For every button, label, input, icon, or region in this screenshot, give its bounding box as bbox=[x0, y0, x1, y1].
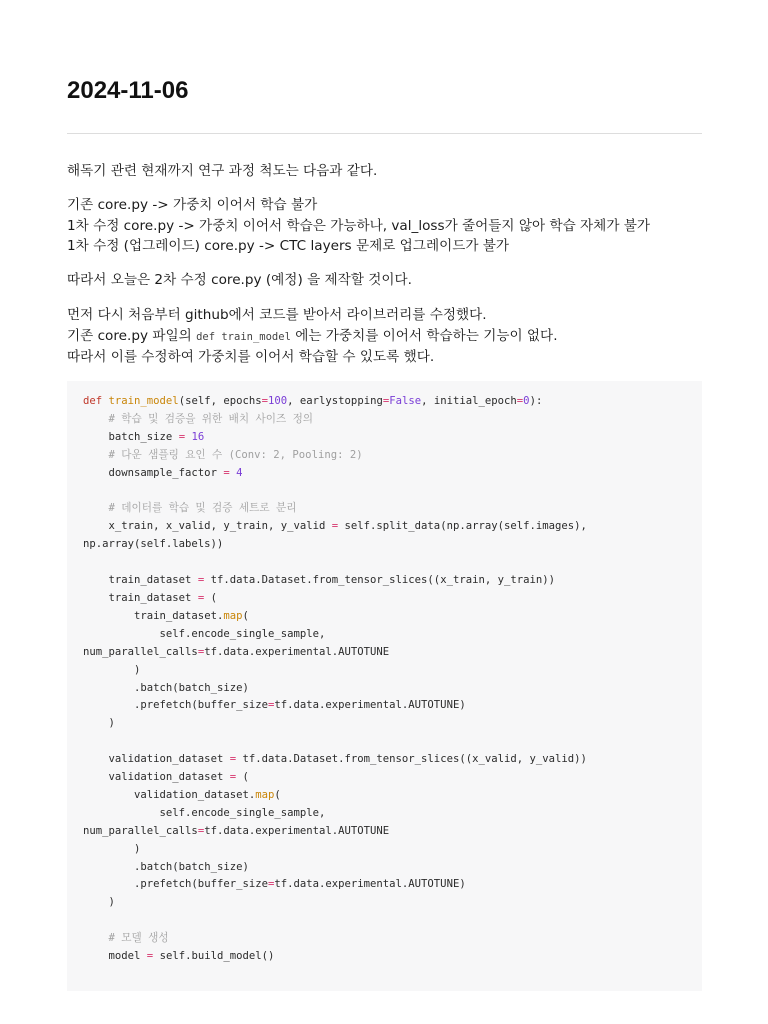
status-line-3: 1차 수정 (업그레이드) core.py -> CTC layers 문제로 업그레이드가 불가 bbox=[67, 238, 510, 254]
status-line-2: 1차 수정 core.py -> 가중치 이어서 학습은 가능하나, val_loss가 줄어들지 않아 학습 자체가 불가 bbox=[67, 217, 651, 234]
plan-text: 따라서 오늘은 2차 수정 core.py (예정) 을 제작할 것이다. bbox=[67, 272, 412, 288]
code-l25-b: tf.data.experimental.AUTOTUNE bbox=[204, 824, 390, 837]
code-bool: False bbox=[389, 395, 422, 407]
code-op: = bbox=[229, 771, 237, 784]
code-l01-e: , initial_epoch bbox=[421, 395, 517, 407]
code-content bbox=[67, 381, 702, 966]
code-l23-b: ( bbox=[274, 788, 281, 801]
explain-line-3: 따라서 이를 수정하여 가중치를 이어서 학습할 수 있도록 했다. bbox=[67, 349, 435, 365]
code-l21-a: validation_dataset bbox=[108, 753, 230, 766]
code-l25-a: num_parallel_calls bbox=[83, 824, 198, 837]
code-l23-a: validation_dataset. bbox=[134, 788, 256, 801]
code-op: = bbox=[197, 591, 205, 604]
code-l03-a: batch_size bbox=[108, 430, 179, 443]
code-keyword-def: def bbox=[83, 395, 103, 407]
code-comment: # 데이터를 학습 및 검증 세트로 분리 bbox=[108, 502, 297, 515]
code-l15-a: num_parallel_calls bbox=[83, 645, 198, 658]
code-l13-a: train_dataset. bbox=[134, 609, 224, 622]
code-l19: ) bbox=[108, 717, 115, 730]
code-op: = bbox=[146, 950, 154, 963]
code-l01-g: ): bbox=[529, 395, 543, 407]
code-fn-train-model: train_model bbox=[108, 395, 179, 407]
code-op: = bbox=[197, 574, 205, 587]
code-comment: # 학습 및 검증을 위한 배치 사이즈 정의 bbox=[108, 412, 314, 425]
code-op: = bbox=[223, 466, 237, 479]
status-line-1: 기존 core.py -> 가중치 이어서 학습 불가 bbox=[67, 197, 318, 213]
code-l12-a: train_dataset bbox=[108, 591, 198, 604]
plan-paragraph bbox=[67, 270, 412, 291]
explain-paragraph bbox=[67, 305, 558, 368]
code-l29: ) bbox=[108, 896, 115, 909]
code-l22-a: validation_dataset bbox=[108, 771, 230, 784]
page-title: 2024-11-06 bbox=[67, 77, 189, 104]
code-l18-b: tf.data.experimental.AUTOTUNE) bbox=[274, 699, 466, 712]
explain-line-2-after: 에는 가중치를 이어서 학습하는 기능이 없다. bbox=[295, 327, 558, 344]
code-l09: np.array(self.labels)) bbox=[83, 538, 224, 551]
explain-line-1: 먼저 다시 처음부터 github에서 코드를 받아서 라이브러리를 수정했다. bbox=[67, 307, 487, 323]
code-num: 4 bbox=[236, 466, 243, 479]
code-l08-b: self.split_data(np.array(self.images), bbox=[338, 520, 587, 533]
code-num: 0 bbox=[523, 395, 530, 407]
code-num: 16 bbox=[191, 430, 205, 443]
code-l11-b: tf.data.Dataset.from_tensor_slices((x_train, y_train)) bbox=[204, 574, 555, 587]
code-op: = bbox=[267, 699, 275, 712]
code-l08-a: x_train, x_valid, y_train, y_valid bbox=[108, 520, 332, 533]
code-op: = bbox=[261, 395, 269, 407]
code-l05-a: downsample_factor bbox=[108, 466, 224, 479]
code-l27: .batch(batch_size) bbox=[134, 860, 249, 873]
code-l13-b: ( bbox=[242, 609, 249, 622]
code-op: = bbox=[516, 395, 524, 407]
code-l11-a: train_dataset bbox=[108, 574, 198, 587]
code-fn-map: map bbox=[223, 609, 243, 622]
code-l18-a: .prefetch(buffer_size bbox=[134, 699, 268, 712]
code-l17: .batch(batch_size) bbox=[134, 681, 249, 694]
code-op: = bbox=[178, 430, 192, 443]
code-l22-b: ( bbox=[236, 771, 249, 784]
code-l26: ) bbox=[134, 842, 141, 855]
code-l21-b: tf.data.Dataset.from_tensor_slices((x_valid, y_valid)) bbox=[236, 753, 587, 766]
code-l16: ) bbox=[134, 663, 141, 676]
code-op: = bbox=[197, 645, 205, 658]
code-l12-b: ( bbox=[204, 591, 217, 604]
code-l15-b: tf.data.experimental.AUTOTUNE bbox=[204, 645, 390, 658]
status-paragraph bbox=[67, 195, 650, 257]
code-op: = bbox=[267, 878, 275, 891]
code-l28-b: tf.data.experimental.AUTOTUNE) bbox=[274, 878, 466, 891]
code-comment: # 모델 생성 bbox=[108, 932, 169, 945]
explain-line-2 bbox=[67, 326, 558, 348]
code-op: = bbox=[331, 520, 339, 533]
intro-text: 해독기 관련 현재까지 연구 과정 척도는 다음과 같다. bbox=[67, 163, 378, 179]
code-l32-a: model bbox=[108, 950, 147, 963]
code-op: = bbox=[197, 824, 205, 837]
code-l28-a: .prefetch(buffer_size bbox=[134, 878, 268, 891]
intro-paragraph bbox=[67, 161, 377, 182]
code-l14: self.encode_single_sample, bbox=[159, 627, 326, 640]
code-l01-c: , earlystopping bbox=[287, 395, 383, 407]
code-block[interactable] bbox=[67, 381, 702, 991]
code-comment: # 다운 샘플링 요인 수 (Conv: 2, Pooling: 2) bbox=[108, 448, 363, 461]
code-l24: self.encode_single_sample, bbox=[159, 806, 326, 819]
explain-line-2-before: 기존 core.py 파일의 bbox=[67, 327, 197, 344]
inline-code-train-model: def train_model bbox=[196, 330, 291, 343]
code-num: 100 bbox=[268, 395, 288, 407]
code-op: = bbox=[229, 753, 237, 766]
code-op: = bbox=[382, 395, 390, 407]
code-fn-map: map bbox=[255, 788, 275, 801]
code-l32-b: self.build_model() bbox=[153, 950, 275, 963]
title-divider bbox=[67, 133, 702, 134]
code-l01-a: (self, epochs bbox=[178, 395, 262, 407]
